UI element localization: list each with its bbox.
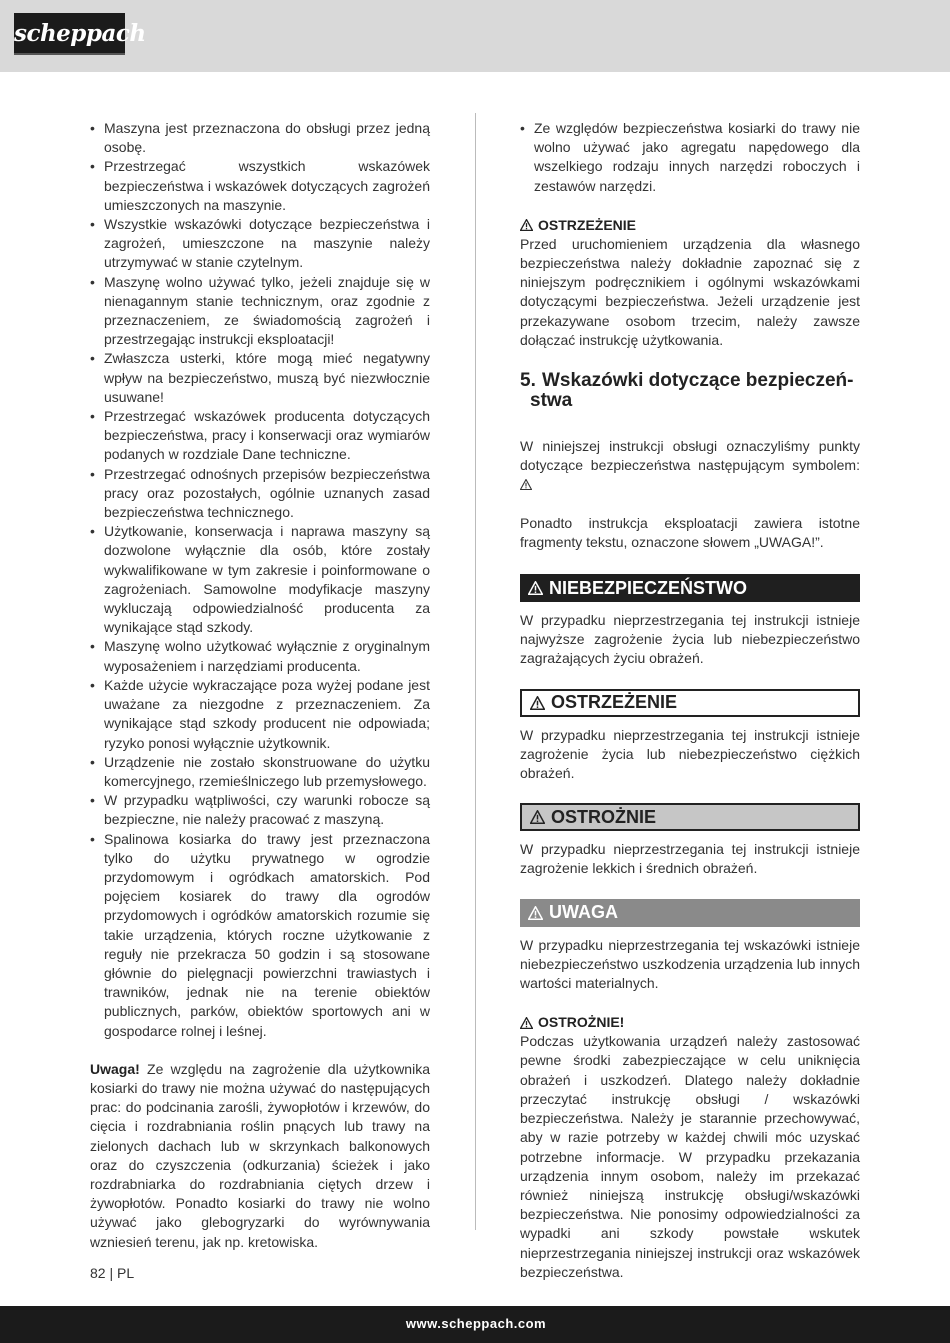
notice-banner — [520, 899, 860, 927]
list-item: • Spalinowa kosiarka do trawy jest przeznaczona tylko do użytku prywatnego w ogrodzie przydomowym i ogródkach amatorskich. Pod pojęciem kosiarek do trawy dla ogrodów przydomowych i ogródków amatorskich rozumie się takie urządzenia, których roczne użytkowanie z reguły nie przekracza 50 godzin i są stosowane głównie do pielęgnacji powierzchni trawiastych i trawników, jednak nie na terenie obiektów publicznych, parków, obiektów sportowych ani w gospodarce rolnej i leśnej. — [90, 830, 430, 1041]
list-item: • Przestrzegać odnośnych przepisów bezpieczeństwa pracy oraz pozostałych, ogólnie uznanych zasad bezpieczeństwa technicznego. — [90, 465, 430, 523]
warning-triangle-icon — [520, 219, 533, 231]
list-item: • W przypadku wątpliwości, czy warunki robocze są bezpieczne, nie należy pracować z maszyną. — [90, 791, 430, 829]
list-item: • Przestrzegać wszystkich wskazówek bezpieczeństwa i wskazówek dotyczących zagrożeń umieszczonych na maszynie. — [90, 157, 430, 215]
column-divider — [475, 113, 476, 1230]
page-number-value: 82 — [90, 1265, 106, 1281]
caution-heading — [520, 1013, 860, 1032]
list-item: • Maszynę wolno użytkować wyłącznie z oryginalnym wyposażeniem i narzędziami producenta. — [90, 637, 430, 675]
warning-text: Przed uruchomieniem urządzenia dla własnego bezpieczeństwa należy dokładnie zapoznać się z niniejszym podręcznikiem i ogólnymi wskazówkami dotyczącymi bezpieczeństwa. Jeżeli urządzenie jest przekazywane osobom trzecim, należy zawsze dołączać instrukcję użytkowania. — [520, 235, 860, 348]
intro-text-body: W niniejszej instrukcji obsługi oznaczyliśmy punkty dotyczące bezpieczeństwa następującym symbolem: — [520, 438, 860, 474]
caution-banner — [520, 803, 860, 831]
header-bar — [0, 0, 950, 72]
warning-triangle-icon — [520, 479, 532, 490]
intro-text — [520, 437, 860, 495]
danger-label: NIEBEZPIECZEŃSTWO — [549, 577, 748, 598]
list-item: • Zwłaszcza usterki, które mogą mieć negatywny wpływ na bezpieczeństwo, muszą być niezwłocznie usuwane! — [90, 349, 430, 407]
intro-text-2: Ponadto instrukcja eksploatacji zawiera istotne fragmenty tekstu, oznaczone słowem „UWAGA!”. — [520, 514, 860, 550]
warning-triangle-icon — [520, 1017, 533, 1029]
list-item: • Maszynę wolno używać tylko, jeżeli znajduje się w nienagannym stanie technicznym, oraz zgodnie z przeznaczeniem, ze świadomością zagrożeń i przestrzegając instrukcji eksploatacji! — [90, 273, 430, 350]
left-column — [90, 119, 430, 1252]
caution-label: OSTROŻNIE — [551, 806, 657, 827]
safety-bullet-list — [90, 119, 430, 1041]
notice-banner-text: W przypadku nieprzestrzegania tej wskazówki istnieje niebezpieczeństwo uszkodzenia urządzenia lub innych wartości materialnych. — [520, 936, 860, 992]
warning-triangle-icon — [530, 696, 545, 710]
warning-triangle-icon — [528, 906, 543, 920]
caution-heading-label: OSTROŻNIE! — [538, 1014, 625, 1031]
list-item: • Ze względów bezpieczeństwa kosiarki do trawy nie wolno używać jako agregatu napędowego dla wszelkiego rodzaju innych narzędzi roboczych i zestawów narzędzi. — [520, 119, 860, 196]
warning-banner — [520, 689, 860, 717]
right-bullet-list — [520, 119, 860, 196]
notice-label: UWAGA — [549, 902, 618, 923]
section-title-line1: Wskazówki dotyczące bezpieczeń- — [542, 370, 854, 392]
section-title — [520, 371, 860, 411]
brand-logo[interactable]: scheppach — [14, 13, 125, 55]
footer-bar — [0, 1306, 950, 1343]
section-title-line2: stwa — [530, 390, 573, 412]
website-link[interactable]: www.scheppach.com — [405, 1316, 547, 1331]
warning-label: OSTRZEŻENIE — [551, 692, 678, 713]
usage-note-label: Uwaga! — [90, 1060, 140, 1077]
list-item: • Każde użycie wykraczające poza wyżej podane jest uważane za niezgodne z przeznaczeniem. Za wynikające stąd szkody producent nie odpowiada; ryzyko ponosi wyłącznie użytkownik. — [90, 676, 430, 753]
warning-heading-label: OSTRZEŻENIE — [538, 216, 637, 233]
caution-text: Podczas użytkowania urządzeń należy zastosować pewne środki zabezpieczające w celu uniknięcia obrażeń i uszkodzeń. Dlatego należy dokładnie przeczytać instrukcję obsługi / wskazówki bezpieczeństwa. Należy je starannie przechowywać, aby w razie potrzeby w każdej chwili móc uzyskać potrzebne informacje. W przypadku przekazania urządzenia innym osobom, należy im przekazać również niniejszą instrukcję obsługi/wskazówki bezpieczeństwa. Nie ponosimy odpowiedzialności za wypadki ani szkody powstałe wskutek nieprzestrzegania niniejszej instrukcji oraz wskazówek bezpieczeństwa. — [520, 1033, 860, 1280]
right-column — [520, 119, 860, 1282]
section-number: 5. — [520, 370, 536, 392]
list-item: • Użytkowanie, konserwacja i naprawa maszyny są dozwolone wyłącznie dla osób, które zostały wykwalifikowane w tym zakresie i poinformowane o zagrożeniach. Samowolne modyfikacje maszyny wykluczają odpowiedzialność producenta za wynikające stąd szkody. — [90, 522, 430, 637]
warning-triangle-icon — [528, 581, 543, 595]
list-item: • Przestrzegać wskazówek producenta dotyczących bezpieczeństwa, pracy i konserwacji oraz wymiarów podanych w rozdziale Dane techniczne. — [90, 407, 430, 465]
warning-triangle-icon — [530, 810, 545, 824]
page-number — [90, 1265, 134, 1281]
list-item: • Wszystkie wskazówki dotyczące bezpieczeństwa i zagrożeń, umieszczone na maszynie należy utrzymywać w stanie czytelnym. — [90, 215, 430, 273]
caution-banner-text: W przypadku nieprzestrzegania tej instrukcji istnieje zagrożenie lekkich i średnich obrażeń. — [520, 841, 860, 877]
usage-note-text: Ze względu na zagrożenie dla użytkownika kosiarki do trawy nie można używać do następujących prac: do podcinania zarośli, żywopłotów i krzewów, do cięcia i rozdrabniania roślin pnących lub trawy na zielonych dachach lub w skrzynkach balkonowych oraz do czyszczenia (odkurzania) ścieżek i jako rozdrabniarka do rozdrabniania ciętych drzew i żywopłotów. Ponadto kosiarki do trawy nie wolno używać jako glebogryzarki do wyrównywania wzniesień terenu, jak np. kretowiska. — [90, 1060, 430, 1250]
list-item: • Urządzenie nie zostało skonstruowane do użytku komercyjnego, rzemieślniczego lub przemysłowego. — [90, 753, 430, 791]
danger-text: W przypadku nieprzestrzegania tej instrukcji istnieje najwyższe zagrożenie życia lub niebezpieczeństwo zagrażających życiu obrażeń. — [520, 612, 860, 667]
warning-heading — [520, 216, 860, 235]
usage-note — [90, 1060, 430, 1252]
warning-banner-text: W przypadku nieprzestrzegania tej instrukcji istnieje zagrożenie życia lub niebezpieczeństwo ciężkich obrażeń. — [520, 726, 860, 782]
language-code: PL — [117, 1265, 135, 1281]
danger-banner — [520, 574, 860, 602]
page-number-separator: | — [109, 1265, 114, 1281]
list-item: • Maszyna jest przeznaczona do obsługi przez jedną osobę. — [90, 119, 430, 157]
